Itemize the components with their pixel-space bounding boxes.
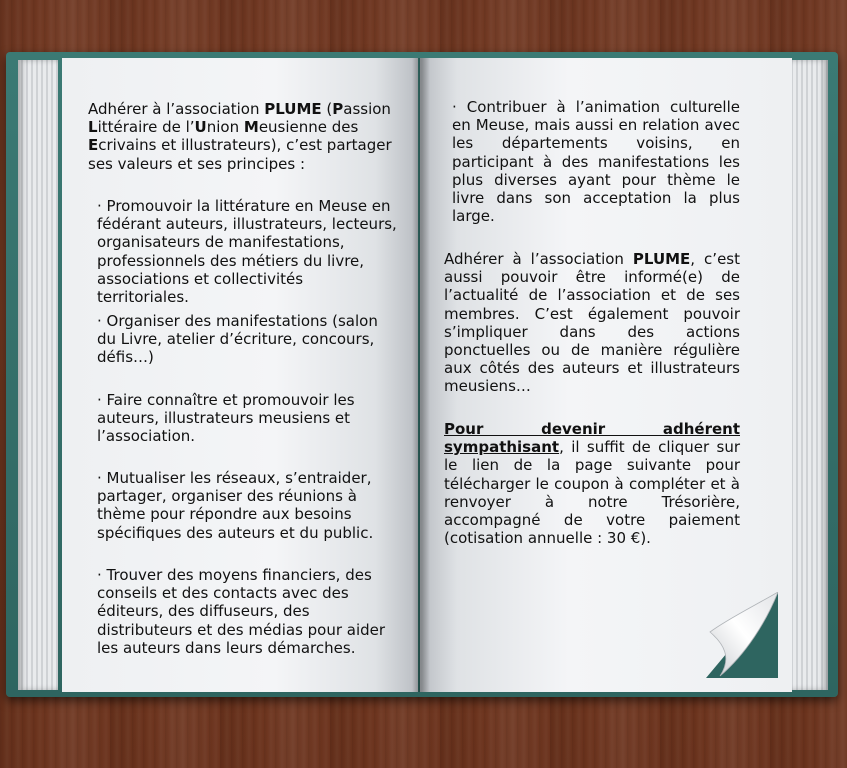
membership-info-paragraph: Adhérer à l’association PLUME, c’est aussi pouvoir être informé(e) de l’actualité de l’association et de ses membres. C’est également pouvoir s’impliquer dans des actions ponctuelles ou de manière régulière aux côtés des auteurs et illustrateurs meusiens… <box>444 250 740 396</box>
bullet-trouver: · Trouver des moyens financiers, des conseils et des contacts avec des éditeurs, des diffuseurs, des distributeurs et des médias pour aider les auteurs dans leurs démarches. <box>97 566 386 657</box>
join-link[interactable]: Pour devenir adhérent sympathisant <box>444 420 740 457</box>
right-page-edges <box>788 60 828 690</box>
book-spine <box>412 58 430 692</box>
page-curl-icon[interactable] <box>706 592 778 678</box>
bullet-organiser: · Organiser des manifestations (salon du Livre, atelier d’écriture, concours, défis…) <box>97 312 378 367</box>
bullet-promouvoir: · Promouvoir la littérature en Meuse en fédérant auteurs, illustrateurs, lecteurs, organisateurs de manifestations, professionnels des métiers du livre, associations et collectivités territoriales. <box>97 197 397 307</box>
left-page-edges <box>18 60 58 690</box>
intro-paragraph: Adhérer à l’association PLUME (Passion Littéraire de l’Union Meusienne des Ecrivains et illustrateurs), c’est partager ses valeurs et ses principes : <box>88 100 392 173</box>
bullet-faire-connaitre: · Faire connaître et promouvoir les auteurs, illustrateurs meusiens et l’association. <box>97 391 355 446</box>
join-paragraph: Pour devenir adhérent sympathisant, il suffit de cliquer sur le lien de la page suivante pour télécharger le coupon à compléter et à renvoyer à notre Trésorière, accompagné de votre paiement (cotisation annuelle : 30 €). <box>444 420 740 548</box>
bullet-contribuer: · Contribuer à l’animation culturelle en Meuse, mais aussi en relation avec les départements voisins, en participant à des manifestations les plus diverses ayant pour thème le livre dans son acceptation la plus large. <box>452 98 740 226</box>
bullet-mutualiser: · Mutualiser les réseaux, s’entraider, partager, organiser des réunions à thème pour répondre aux besoins spécifiques des auteurs et du public. <box>97 469 374 542</box>
